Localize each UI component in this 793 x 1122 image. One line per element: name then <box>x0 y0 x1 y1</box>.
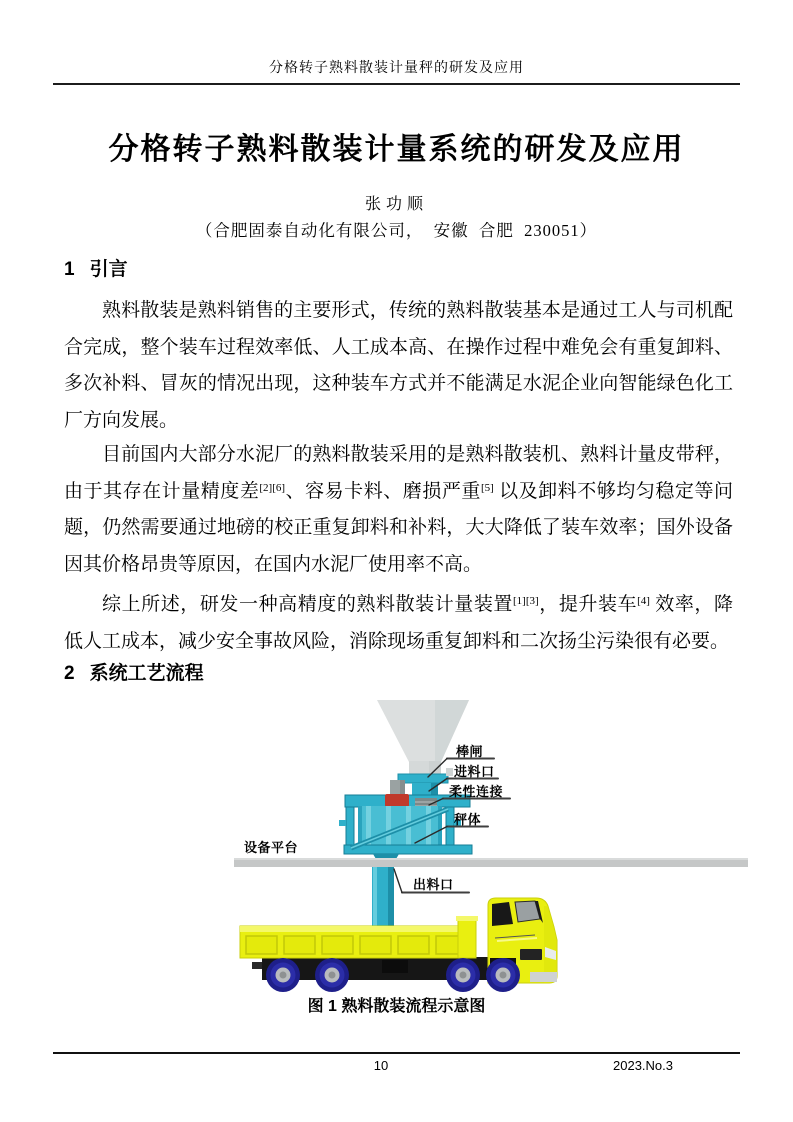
wheel <box>315 958 349 992</box>
body-text: 综上所述，研发一种高精度的熟料散装计量装置 <box>102 594 514 615</box>
section-heading-text: 系统工艺流程 <box>89 663 204 684</box>
body-line: 合完成，整个装车过程效率低、人工成本高、在操作过程中难免会有重复卸料、 <box>64 336 733 358</box>
page-number: 10 <box>373 1058 389 1073</box>
body-line: 低人工成本，减少安全事故风险，消除现场重复卸料和二次扬尘污染很有必要。 <box>64 630 730 652</box>
truck-bed <box>240 916 478 958</box>
body-text: 效率，降 <box>649 594 733 615</box>
scale-body-shape <box>339 806 472 854</box>
wheel <box>266 958 300 992</box>
body-paragraph-2 <box>64 437 733 583</box>
affiliation: （合肥固泰自动化有限公司， 安徽 合肥 230051） <box>195 221 598 240</box>
author: 张功顺 <box>364 196 428 213</box>
section-number: 2 <box>64 663 75 684</box>
ref-superscript: [2][6] <box>259 481 286 494</box>
section-2-heading <box>64 662 204 686</box>
equipment-platform-shape <box>234 858 748 867</box>
body-line: 因其价格昂贵等原因，在国内水泥厂使用率不高。 <box>64 553 483 575</box>
body-line: 多次补料、冒灰的情况出现，这种装车方式并不能满足水泥企业向智能绿色化工 <box>64 373 733 394</box>
ref-superscript: [5] <box>480 481 494 494</box>
label-discharge-outlet: 出料口 <box>413 877 454 892</box>
running-title: 分格转子熟料散装计量秤的研发及应用 <box>269 61 524 76</box>
page-title: 分格转子熟料散装计量系统的研发及应用 <box>108 133 685 166</box>
body-line <box>64 474 733 511</box>
body-line: 熟料散装是熟料销售的主要形式，传统的熟料散装基本是通过工人与司机配 <box>102 300 733 321</box>
label-rod-gate: 棒闸 <box>456 744 484 759</box>
discharge-pipe-shape <box>372 867 394 928</box>
body-line: 厂方向发展。 <box>64 409 179 431</box>
bumper <box>530 972 557 982</box>
label-feed-inlet: 进料口 <box>454 764 495 779</box>
body-paragraph-1 <box>64 293 733 439</box>
section-1-heading <box>64 258 128 282</box>
label-scale-body: 秤体 <box>454 812 482 827</box>
body-line <box>64 587 733 624</box>
grille <box>520 949 542 960</box>
ref-superscript: [1][3] <box>513 595 539 607</box>
header-rule <box>53 83 740 85</box>
body-paragraph-3 <box>64 587 733 660</box>
body-line: 目前国内大部分水泥厂的熟料散装采用的是熟料散装机、熟料计量皮带秤， <box>102 444 733 465</box>
body-text: 以及卸料不够均匀稳定等问 <box>493 480 733 502</box>
wheel <box>446 958 480 992</box>
section-heading-text: 引言 <box>89 259 128 280</box>
body-text: ，提升装车 <box>538 594 638 615</box>
figure-diagram <box>232 692 752 1002</box>
body-text: 、容易卡料、磨损严重 <box>285 480 481 502</box>
wheel <box>486 958 520 992</box>
issue-label: 2023.No.3 <box>613 1058 673 1073</box>
label-equipment-platform: 设备平台 <box>244 840 299 855</box>
label-flexible-connection: 柔性连接 <box>449 784 504 799</box>
footer-rule <box>53 1052 740 1054</box>
figure-caption: 图 1 熟料散装流程示意图 <box>307 998 486 1015</box>
ref-superscript: [4] <box>637 595 650 607</box>
section-number: 1 <box>64 259 75 280</box>
body-text: 由于其存在计量精度差 <box>64 480 260 502</box>
valve-assembly-shape <box>390 780 405 795</box>
body-line: 题，仍然需要通过地磅的校正重复卸料和补料，大大降低了装车效率；国外设备 <box>64 517 733 538</box>
truck <box>240 898 557 992</box>
